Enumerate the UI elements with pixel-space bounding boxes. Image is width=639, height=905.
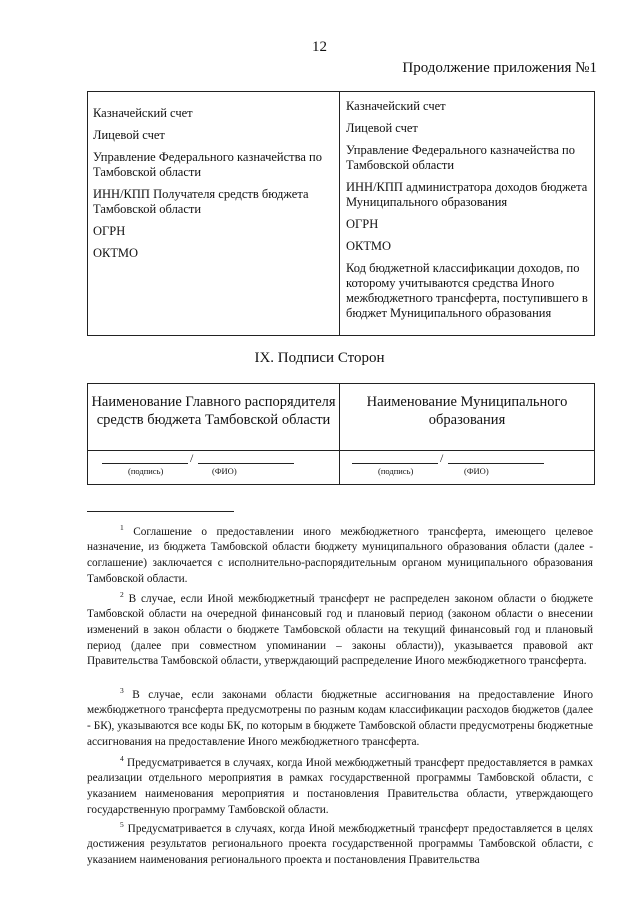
signature-line [102,463,188,464]
municipality-name-header: Наименование Муниципального образования [366,394,568,428]
treasury-account-label: Казначейский счет [346,99,446,113]
name-line [198,463,294,464]
budget-classification-code-label: Код бюджетной классификации доходов, по которому учитываются средства Иного межбюджетного трансферта, поступившего в бюджет Муниципального образования [346,261,588,320]
footnote-3 [87,683,593,750]
treasury-account-label: Казначейский счет [93,106,193,120]
bank-details-table [87,91,595,336]
footnote-text: Предусматривается в случаях, когда Иной межбюджетный трансферт предоставляется в целях достижения результатов регионального проекта государственной программы Тамбовской области, с указанием наименования регионального проекта и постановления Правительства [87,822,594,866]
footnote-1 [87,520,593,587]
section-heading: IX. Подписи Сторон [254,350,385,366]
name-caption: (ФИО) [464,466,489,476]
personal-account-label: Лицевой счет [93,128,165,142]
signature-caption: (подпись) [128,466,164,476]
footnote-number: 2 [120,590,124,599]
footnote-5 [87,817,593,869]
treasury-office-label: Управление Федерального казначейства по Тамбовской области [346,143,575,172]
appendix-continuation-title: Продолжение приложения №1 [402,60,597,76]
footnote-separator [87,511,234,512]
oktmo-label: ОКТМО [93,246,138,260]
footnote-number: 3 [120,686,124,695]
ogrn-label: ОГРН [93,224,126,238]
footnote-text: Соглашение о предоставлении иного межбюджетного трансферта, имеющего целевое назначение, из бюджета Тамбовской области бюджету муниципального образования области (далее - соглашение) заключается с исполнительно-распорядительным органом муниципального образования Тамбовской области. [87,525,594,585]
page-number: 12 [312,39,327,55]
signatures-table [87,383,595,485]
name-line [448,463,544,464]
inn-kpp-label: ИНН/КПП администратора доходов бюджета Муниципального образования [346,180,588,209]
slash: / [190,451,194,465]
footnote-text: В случае, если законами области бюджетные ассигнования на предоставление Иного межбюджетного трансферта предусмотрены по разным кодам классификации расходов бюджетов (далее - БК), указываются все коды БК, по которым в бюджете Тамбовской области предусмотрены бюджетные ассигнования на предоставление Иного межбюджетного трансферта. [87,688,593,748]
grantor-details-column [88,92,340,335]
name-caption: (ФИО) [212,466,237,476]
oktmo-label: ОКТМО [346,239,391,253]
slash: / [440,451,444,465]
municipality-signature-cell [340,451,594,484]
signature-line [352,463,438,464]
treasury-office-label: Управление Федерального казначейства по Тамбовской области [93,150,322,179]
signature-caption: (подпись) [378,466,414,476]
footnote-number: 5 [120,820,124,829]
footnote-text: В случае, если Иной межбюджетный трансферт не распределен законом области о бюджете Тамбовской области на очередной финансовый год и плановый период (законом области о внесении изменений в закон области о бюджете Тамбовской области на текущий финансовый год и плановый период (далее при совместном упоминании – законы области)), указывается правовой акт Правительства Тамбовской области, утверждающий распределение Иного межбюджетного трансферта. [87,592,593,668]
inn-kpp-label: ИНН/КПП Получателя средств бюджета Тамбовской области [93,187,309,216]
grantor-signature-cell [88,451,340,484]
personal-account-label: Лицевой счет [346,121,418,135]
recipient-details-column [340,92,594,335]
footnote-4 [87,751,593,818]
ogrn-label: ОГРН [346,217,379,231]
footnote-text: Предусматривается в случаях, когда Иной межбюджетный трансферт предоставляется в рамках реализации отдельного мероприятия в рамках государственной программы Тамбовской области, с указанием наименования мероприятия и постановления Правительства области, утверждающего государственную программу Тамбовской области. [87,756,594,816]
grantor-name-header: Наименование Главного распорядителя средств бюджета Тамбовской области [88,384,340,450]
footnote-number: 1 [120,523,124,532]
footnote-number: 4 [120,754,124,763]
footnote-2 [87,587,593,670]
